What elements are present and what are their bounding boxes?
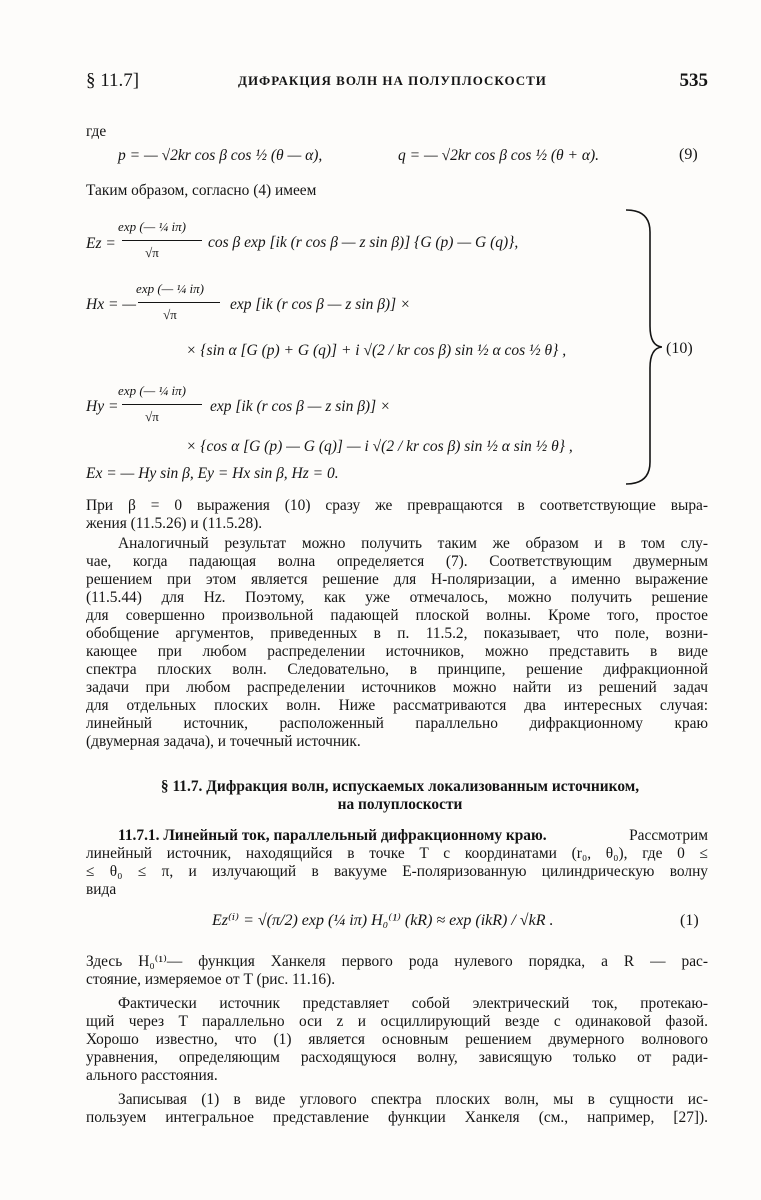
p5-line2: щий через T параллельно оси z и осциллирующий везде с одинаковой фазой. (86, 1013, 708, 1030)
equation-10-number: (10) (666, 340, 693, 357)
p2-line3: решением при этом является решение для H-поляризации, а именно выражение (86, 571, 708, 588)
header-section: § 11.7] (86, 70, 140, 91)
section-title-line2: на полуплоскости (337, 796, 463, 813)
ez-fraction-denominator: √π (145, 245, 159, 260)
equation-1-number: (1) (680, 912, 699, 929)
ez-lhs: Ez = (86, 235, 116, 252)
p2-line2: чае, когда падающая волна определяется (7). Соответствующим двумерным (86, 553, 708, 570)
running-header (86, 70, 708, 94)
hx-line2: × {sin α [G (p) + G (q)] + i √(2 / kr cos β) sin ½ α cos ½ θ} , (186, 342, 567, 359)
page-number: 535 (679, 70, 708, 91)
p2-line7: кающее при любом распределении источников, можно представить в виде (86, 643, 708, 660)
hx-fraction-denominator: √π (163, 307, 177, 322)
p5-line5: ального расстояния. (86, 1067, 218, 1084)
equation-9-number: (9) (679, 146, 698, 163)
hx-fraction-bar (138, 302, 220, 303)
header-title: ДИФРАКЦИЯ ВОЛН НА ПОЛУПЛОСКОСТИ (238, 73, 547, 88)
p4-line1: Здесь H₀⁽¹⁾— функция Ханкеля первого рода нулевого порядка, а R — рас- (86, 953, 708, 970)
p2-line8: спектра плоских волн. Следовательно, в принципе, решение дифракционной (86, 661, 708, 678)
p6-line1: Записывая (1) в виде углового спектра плоских волн, мы в сущности ис- (118, 1091, 708, 1108)
hy-line2: × {cos α [G (p) — G (q)] — i √(2 / kr cos β) sin ½ α sin ½ θ} , (186, 438, 573, 455)
p2-line10: для отдельных плоских волн. Ниже рассматриваются два интересных случая: (86, 697, 708, 714)
p3-line1-end: Рассмотрим (629, 827, 708, 844)
field-relations: Ex = — Hy sin β, Ey = Hx sin β, Hz = 0. (86, 465, 339, 482)
p5-line3: Хорошо известно, что (1) является основным решением двумерного волнового (86, 1031, 708, 1048)
p1-line1: При β = 0 выражения (10) сразу же превращаются в соответствующие выра- (86, 497, 708, 514)
ez-rhs: cos β exp [ik (r cos β — z sin β)] {G (p) — G (q)}, (208, 234, 519, 251)
thus-line: Таким образом, согласно (4) имеем (86, 182, 317, 199)
section-title-line1: § 11.7. Дифракция волн, испускаемых локализованным источником, (160, 778, 640, 795)
p2-line6: обобщение аргументов, приведенных в п. 11.5.2, показывает, что поле, возни- (86, 625, 708, 642)
p5-line4: уравнения, определяющим расходящуюся волну, зависящую только от ради- (86, 1049, 708, 1066)
p6-line2: пользуем интегральное представление функции Ханкеля (см., например, [27]). (86, 1109, 708, 1126)
p2-line5: для совершенно произвольной падающей плоской волны. Кроме того, простое (86, 607, 708, 624)
p2-line4: (11.5.44) для Hz. Поэтому, как уже отмечалось, можно получить решение (86, 589, 708, 606)
equation-9-p: p = — √2kr cos β cos ½ (θ — α), (118, 147, 323, 164)
word-where: где (86, 123, 107, 140)
hy-fraction-bar (122, 404, 202, 405)
p3-line2: линейный источник, находящийся в точке T с координатами (r₀, θ₀), где 0 ≤ (86, 845, 708, 862)
p1-line2: жения (11.5.26) и (11.5.28). (86, 515, 263, 532)
ez-fraction-numerator: exp (— ¼ iπ) (118, 219, 186, 234)
p5-line1: Фактически источник представляет собой электрический ток, протекаю- (118, 995, 708, 1012)
hx-rhs: exp [ik (r cos β — z sin β)] × (230, 296, 411, 313)
system-brace (622, 208, 662, 486)
p2-line1: Аналогичный результат можно получить таким же образом и в том слу- (118, 535, 708, 552)
p2-line12: (двумерная задача), и точечный источник. (86, 733, 361, 750)
hy-rhs: exp [ik (r cos β — z sin β)] × (210, 398, 391, 415)
ez-fraction-bar (122, 240, 202, 241)
p4-line2: стояние, измеряемое от T (рис. 11.16). (86, 971, 336, 988)
hy-lhs: Hy = (86, 398, 119, 415)
subsection-heading: 11.7.1. Линейный ток, параллельный дифракционному краю. (118, 827, 547, 844)
equation-9-q: q = — √2kr cos β cos ½ (θ + α). (398, 147, 599, 164)
equation-1: Ez⁽ⁱ⁾ = √(π/2) exp (¼ iπ) H₀⁽¹⁾ (kR) ≈ exp (ikR) / √kR . (212, 912, 554, 929)
hy-fraction-denominator: √π (145, 409, 159, 424)
hx-lhs: Hx = — (86, 296, 137, 313)
hx-fraction-numerator: exp (— ¼ iπ) (136, 281, 204, 296)
hy-fraction-numerator: exp (— ¼ iπ) (118, 383, 186, 398)
p3-line4: вида (86, 881, 117, 898)
p2-line11: линейный источник, расположенный параллельно дифракционному краю (86, 715, 708, 732)
p3-line3: ≤ θ₀ ≤ π, и излучающий в вакууме E-поляризованную цилиндрическую волну (86, 863, 708, 880)
p2-line9: задачи при любом распределении источников можно найти из решений задач (86, 679, 708, 696)
